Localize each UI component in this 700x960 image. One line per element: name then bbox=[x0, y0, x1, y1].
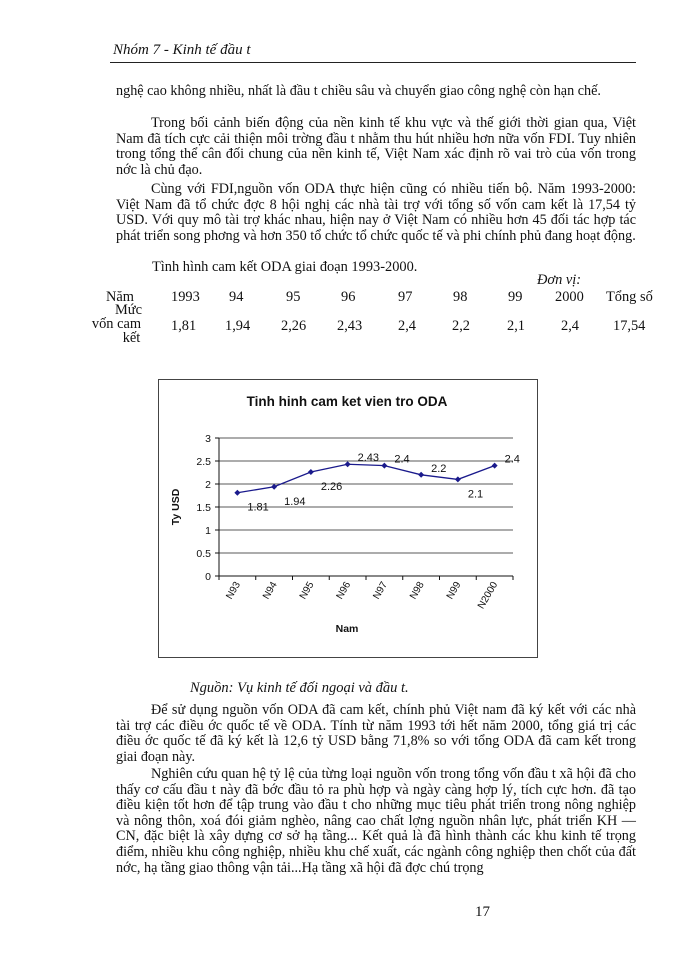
y-tick-label: 0 bbox=[205, 571, 211, 583]
x-tick-label: N97 bbox=[371, 580, 390, 602]
x-tick-label: N99 bbox=[444, 580, 464, 602]
data-label: 2.4 bbox=[504, 453, 520, 466]
table-year: 1993 bbox=[171, 289, 200, 305]
x-tick-label: N2000 bbox=[475, 580, 501, 612]
table-year: 98 bbox=[453, 289, 468, 305]
table-year: 97 bbox=[398, 289, 413, 305]
table-value: 1,81 bbox=[171, 318, 197, 334]
data-point bbox=[345, 461, 351, 467]
paragraph-3: Cùng với FDI,nguồn vốn ODA thực hiện cũng có nhiều tiến bộ. Năm 1993-2000: Việt Nam đã tổ chức đợc 8 hội nghị các nhà tài trợ với tổng số vốn cam kết là 17,54 tỷ USD. Với quy mô tài trợ khác nhau, hiện nay ở Việt Nam có nhiều hơn 45 đối tác hợp tác phát triển song phơng và hơn 350 tổ chức tổ chức quốc tế và phi chính phủ đang hoạt động. bbox=[116, 181, 636, 244]
table-year: 2000 bbox=[555, 289, 584, 305]
data-point bbox=[308, 469, 314, 475]
table-year: 99 bbox=[508, 289, 523, 305]
y-tick-label: 2.5 bbox=[196, 456, 211, 468]
page-number: 17 bbox=[475, 904, 490, 920]
y-tick-label: 2 bbox=[205, 479, 211, 491]
table-value: 2,4 bbox=[398, 318, 416, 334]
y-tick-label: 3 bbox=[205, 433, 211, 445]
paragraph-1: nghệ cao không nhiều, nhất là đầu t chiều sâu và chuyển giao công nghệ còn hạn chế. bbox=[116, 83, 601, 99]
table-total-label: Tổng số bbox=[606, 289, 653, 305]
chart-xlabel: Nam bbox=[335, 623, 359, 635]
table-year: 95 bbox=[286, 289, 301, 305]
paragraph-5: Nghiên cứu quan hệ tỷ lệ của từng loại nguồn vốn trong tổng vốn đầu t xã hội đã cho thấy cơ cấu đầu t này đã bớc đầu tỏ ra phù hợp và ngày càng hợp lý, tích cực hơn. đã tạo điều kiện tốt hơn để tập trung vào đầu t cho những mục tiêu phát triển trong nông nghiệp và nông thôn, xoá đói giảm nghèo, nâng cao chất lợng nguồn nhân lực, phát triển KH — CN, đặc biệt là xây dựng cơ sở hạ tầng... Kết quả là đã hình thành các khu kinh tế trọng điểm, nhiều khu công nghiệp, nhiều khu chế xuất, các ngành công nghiệp then chốt của đất nớc, hạ tầng giao thông vận tải...Hạ tầng xã hội đã đợc chú trọng bbox=[116, 766, 636, 876]
data-label: 1.81 bbox=[247, 501, 269, 514]
table-value: 2,2 bbox=[452, 318, 470, 334]
paragraph-2: Trong bối cảnh biến động của nền kinh tế khu vực và thế giới thời gian qua, Việt Nam đã tích cực cải thiện môi trờng đầu t nhằm thu hút nhiều hơn nữa vốn FDI. Tuy nhiên trong tổng thể cân đối chung của nền kinh tế, Việt Nam xác định rõ vai trò của vốn trong nớc là chủ đạo. bbox=[116, 115, 636, 178]
data-label: 2.26 bbox=[320, 481, 343, 494]
chart-source: Nguồn: Vụ kinh tế đối ngoại và đầu t. bbox=[190, 680, 409, 696]
table-unit: Đơn vị: bbox=[537, 272, 582, 288]
x-tick-label: N93 bbox=[224, 580, 243, 602]
x-tick-label: N96 bbox=[334, 580, 354, 602]
table-row2-label: Mức vốn cam kết bbox=[91, 302, 142, 346]
table-value: 2,26 bbox=[281, 318, 307, 334]
data-label: 2.4 bbox=[394, 453, 410, 466]
table-total-value: 17,54 bbox=[613, 318, 646, 334]
data-point bbox=[271, 484, 277, 490]
data-point bbox=[455, 476, 461, 482]
paragraph-4: Để sử dụng nguồn vốn ODA đã cam kết, chính phủ Việt nam đã ký kết với các nhà tài trợ các điều ớc quốc tế về ODA. Tính từ năm 1993 tới hết năm 2000, tổng giá trị các điều ớc quốc tế đã ký kết là 12,6 tỷ USD bằng 71,8% so với tổng ODA đã cam kết trong giai đoạn này. bbox=[116, 702, 636, 765]
data-point bbox=[492, 463, 498, 469]
y-tick-label: 1.5 bbox=[196, 502, 211, 514]
table-row1-label: Năm bbox=[106, 289, 134, 305]
data-point bbox=[381, 463, 387, 469]
chart-ylabel: Ty USD bbox=[170, 488, 182, 526]
x-tick-label: N98 bbox=[408, 580, 427, 602]
y-tick-label: 1 bbox=[205, 525, 211, 537]
table-title: Tình hình cam kết ODA giai đoạn 1993-2000. bbox=[152, 259, 418, 275]
x-tick-label: N95 bbox=[297, 580, 317, 602]
data-point bbox=[418, 472, 424, 478]
data-label: 2.2 bbox=[431, 462, 447, 475]
data-label: 2.43 bbox=[357, 452, 380, 465]
data-label: 2.1 bbox=[467, 488, 484, 501]
chart-svg bbox=[159, 380, 537, 657]
chart-title: Tinh hinh cam ket vien tro ODA bbox=[246, 394, 448, 409]
page-header: Nhóm 7 - Kinh tế đầu t bbox=[113, 42, 251, 58]
header-rule bbox=[110, 62, 636, 63]
x-tick-label: N94 bbox=[261, 580, 280, 602]
table-value: 2,43 bbox=[337, 318, 363, 334]
table-value: 2,4 bbox=[561, 318, 579, 334]
table-year: 94 bbox=[229, 289, 244, 305]
table-value: 1,94 bbox=[225, 318, 251, 334]
data-point bbox=[234, 490, 240, 496]
data-label: 1.94 bbox=[284, 495, 306, 508]
oda-chart bbox=[158, 379, 538, 658]
table-year: 96 bbox=[341, 289, 356, 305]
y-tick-label: 0.5 bbox=[196, 548, 211, 560]
table-value: 2,1 bbox=[507, 318, 525, 334]
